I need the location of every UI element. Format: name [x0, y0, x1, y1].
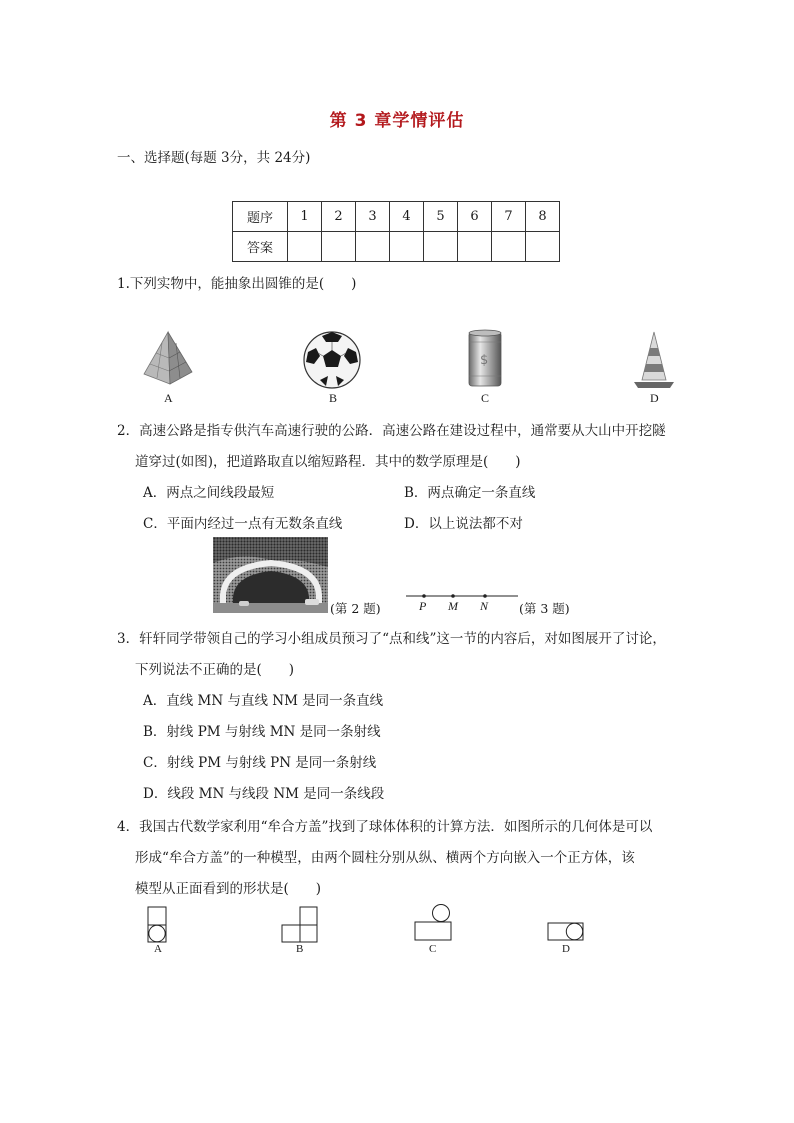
section-heading: 一、选择题(每题 3分，共 24分) [117, 150, 311, 166]
question-number-cell: 1 [288, 202, 322, 232]
question-2-option-a: A．两点之间线段最短 [143, 485, 275, 501]
figure-3-caption: (第 3 题) [519, 601, 570, 616]
soccer-ball-icon [302, 330, 362, 390]
table-header-cell: 答案 [233, 232, 288, 262]
point-label-m: M [448, 599, 458, 613]
option-label-b: B [329, 391, 338, 405]
option-label-d: D [562, 943, 570, 955]
page-title: 第 3 章学情评估 [329, 111, 465, 131]
option-label-d: D [650, 391, 659, 405]
answer-cell[interactable] [424, 232, 458, 262]
point-label-p: P [419, 599, 427, 613]
pyramid-icon [140, 328, 196, 388]
question-1-stem: 1.下列实物中，能抽象出圆锥的是( ) [117, 276, 357, 292]
question-3-option-b: B．射线 PM 与射线 MN 是同一条射线 [143, 724, 381, 740]
answer-cell[interactable] [390, 232, 424, 262]
answer-cell[interactable] [526, 232, 560, 262]
svg-text:$: $ [480, 353, 489, 368]
question-4-stem-line2: 形成“牟合方盖”的一种模型，由两个圆柱分别从纵、横两个方向嵌入一个正方体，该 [135, 850, 635, 866]
table-row [233, 202, 560, 232]
question-2-option-d: D．以上说法都不对 [404, 516, 523, 532]
option-label-c: C [429, 943, 437, 955]
question-number-cell: 7 [492, 202, 526, 232]
option-label-c: C [481, 391, 490, 405]
tunnel-photo [213, 537, 328, 613]
question-3-option-c: C．射线 PM 与射线 PN 是同一条射线 [143, 755, 377, 771]
can-icon [465, 328, 505, 390]
option-label-a: A [164, 391, 173, 405]
front-view-d-icon [546, 920, 586, 944]
question-2-option-b: B．两点确定一条直线 [404, 485, 536, 501]
answer-cell[interactable] [458, 232, 492, 262]
question-number-cell: 6 [458, 202, 492, 232]
answer-cell[interactable] [322, 232, 356, 262]
question-2-option-c: C．平面内经过一点有无数条直线 [143, 516, 343, 532]
question-2-stem-line2: 道穿过(如图)，把道路取直以缩短路程．其中的数学原理是( ) [135, 454, 521, 470]
question-3-option-a: A．直线 MN 与直线 NM 是同一条直线 [143, 693, 384, 709]
figure-2-caption: (第 2 题) [330, 601, 381, 616]
table-row [233, 232, 560, 262]
question-number-cell: 8 [526, 202, 560, 232]
answer-cell[interactable] [492, 232, 526, 262]
question-3-option-d: D．线段 MN 与线段 NM 是同一条线段 [143, 786, 385, 802]
question-number-cell: 3 [356, 202, 390, 232]
option-label-a: A [154, 943, 162, 955]
front-view-a-icon [145, 904, 169, 944]
question-number-cell: 2 [322, 202, 356, 232]
question-4-stem-line1: 4．我国古代数学家利用“牟合方盖”找到了球体体积的计算方法．如图所示的几何体是可以 [117, 819, 653, 835]
point-label-n: N [480, 599, 489, 613]
option-label-b: B [296, 943, 304, 955]
question-3-stem-line1: 3．轩轩同学带领自己的学习小组成员预习了“点和线”这一节的内容后，对如图展开了讨论， [117, 631, 666, 647]
question-number-cell: 4 [390, 202, 424, 232]
answer-cell[interactable] [288, 232, 322, 262]
answer-table [232, 201, 560, 262]
question-4-stem-line3: 模型从正面看到的形状是( ) [135, 881, 322, 897]
front-view-c-icon [412, 902, 454, 942]
traffic-cone-icon [630, 330, 678, 390]
question-3-stem-line2: 下列说法不正确的是( ) [135, 662, 295, 678]
question-2-stem-line1: 2．高速公路是指专供汽车高速行驶的公路．高速公路在建设过程中，通常要从大山中开挖隧 [117, 423, 666, 439]
table-header-cell: 题序 [233, 202, 288, 232]
front-view-b-icon [279, 904, 321, 944]
answer-cell[interactable] [356, 232, 390, 262]
question-number-cell: 5 [424, 202, 458, 232]
